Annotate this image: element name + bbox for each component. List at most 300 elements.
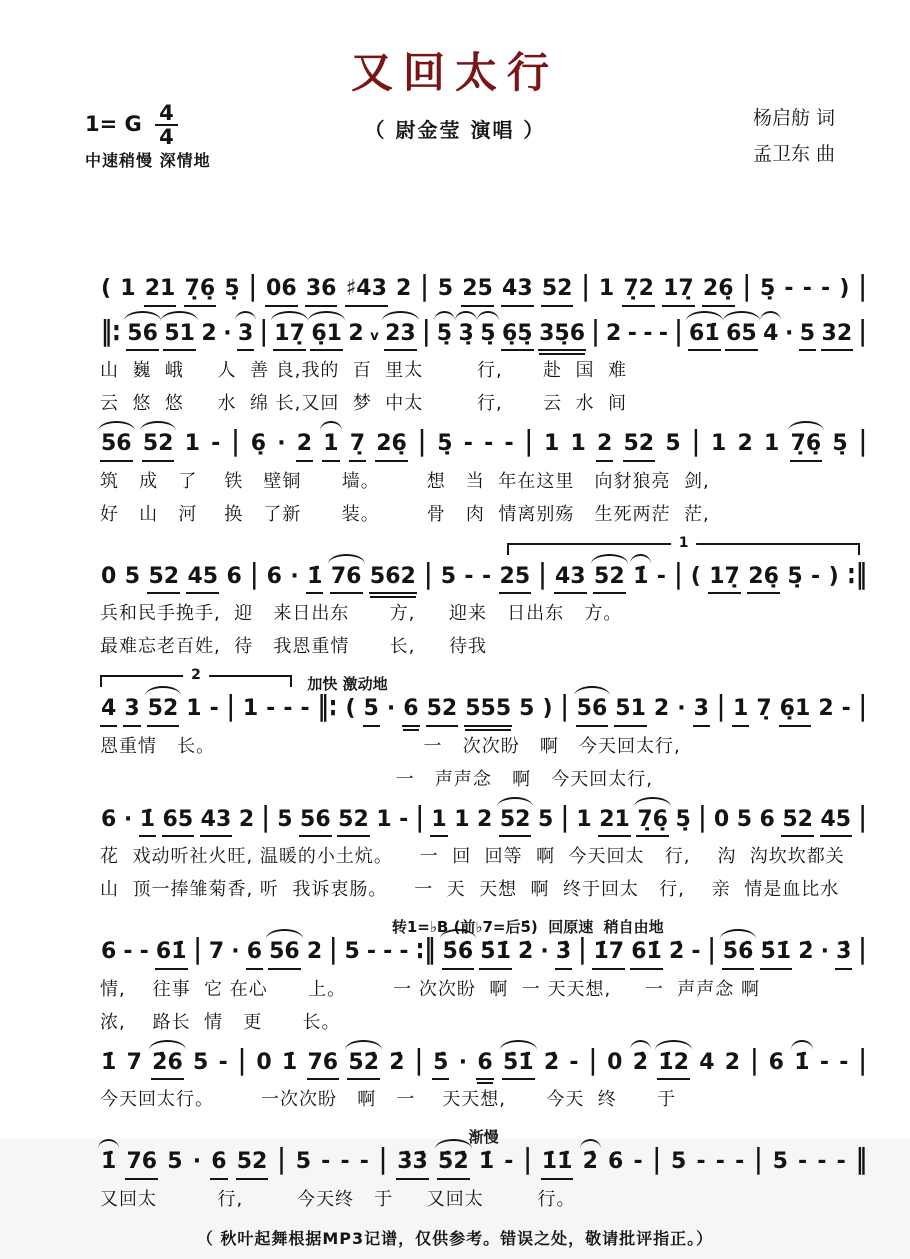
- note-token: -: [696, 1149, 706, 1174]
- note-token: -: [211, 431, 221, 456]
- note-token: 5̇6̇: [722, 938, 755, 970]
- note-token: 52: [142, 430, 175, 462]
- note-token: 5: [519, 696, 535, 721]
- note-token: 3̇: [835, 938, 852, 970]
- note-token: -: [139, 939, 149, 964]
- note-token: 5: [193, 1049, 209, 1075]
- lyric-line: 山 顶一捧雏菊香, 听 我诉衷肠。 一 天 天想 啊 终于回太 行, 亲 情是血比水: [100, 879, 840, 900]
- note-token: 51: [614, 695, 647, 727]
- note-token: 17̣: [273, 320, 306, 352]
- note-token: 52: [593, 563, 626, 595]
- note-token: 6: [759, 806, 775, 832]
- barline: ‖:: [101, 315, 121, 348]
- barline: |: [707, 934, 716, 966]
- note-token: 3: [123, 695, 140, 727]
- note-token: 4: [699, 1049, 715, 1075]
- barline: |: [858, 1044, 867, 1077]
- lyric-line: 云 悠 悠 水 绵 长,又回 梦 中太 行, 云 水 间: [100, 393, 627, 414]
- notation-line: [100, 271, 868, 307]
- lyric-line: 山 巍 峨 人 善 良,我的 百 里太 行, 赴 国 难: [100, 360, 627, 381]
- barline: |: [591, 315, 600, 348]
- note-token: 2: [724, 1049, 741, 1075]
- note-token: 6: [476, 1049, 493, 1081]
- barline: |: [858, 691, 867, 723]
- note-token: 1: [376, 806, 392, 832]
- note-token: 3: [693, 695, 710, 727]
- note-token: 1̇7: [592, 938, 625, 970]
- note-token: 23: [384, 320, 417, 352]
- key-signature: [85, 102, 178, 148]
- note-token: -: [464, 563, 474, 589]
- note-token: 26̣: [702, 275, 735, 307]
- note-token: 5: [537, 806, 554, 832]
- note-token: 0: [713, 806, 730, 832]
- lyric-line: 情, 往事 它 在心 上。 一 次次盼 啊 一 天天想, 一 声声念 啊: [100, 978, 760, 1000]
- barline: |: [329, 934, 338, 966]
- note-token: ·: [123, 806, 133, 832]
- note-token: 1̇: [794, 1049, 810, 1075]
- note-token: 6: [402, 695, 419, 727]
- note-token: 4: [100, 695, 117, 727]
- note-token: 7: [208, 939, 225, 964]
- note-token: 2: [737, 431, 753, 456]
- note-token: -: [798, 1149, 808, 1174]
- barline: |: [588, 1044, 597, 1077]
- note-token: 21: [144, 275, 177, 307]
- note-token: 2̇: [518, 939, 534, 964]
- note-token: 2: [296, 430, 313, 462]
- note-token: -: [821, 276, 831, 301]
- note-token: 3̇: [555, 938, 572, 970]
- tempo-marking: 中速稍慢 深情地: [85, 151, 211, 170]
- note-token: -: [841, 696, 851, 721]
- lyric-line: 兵和民手挽手, 迎 来日出东 方, 迎来 日出东 方。: [100, 603, 623, 624]
- note-token: 7̣6̣: [184, 275, 217, 307]
- note-token: 6: [608, 1149, 624, 1174]
- music-system: [100, 1044, 868, 1114]
- credits-block: [753, 100, 835, 172]
- note-token: 56: [268, 938, 301, 970]
- music-system: [100, 315, 868, 418]
- note-token: -: [399, 806, 409, 832]
- note-token: 1: [544, 431, 560, 456]
- note-token: 5̣: [832, 431, 848, 456]
- note-token: 61̇: [155, 938, 188, 970]
- note-token: -: [504, 431, 514, 456]
- note-token: ): [839, 276, 850, 301]
- note-token: ): [828, 563, 839, 589]
- note-token: ♯43: [345, 275, 388, 307]
- note-token: 2̇: [668, 939, 685, 964]
- note-token: 17̣: [708, 563, 741, 595]
- notation-line: [100, 315, 868, 352]
- note-token: -: [627, 320, 637, 346]
- note-token: ): [542, 696, 553, 721]
- music-system: [100, 534, 868, 661]
- note-token: ·: [677, 696, 686, 721]
- note-token: -: [839, 1049, 849, 1075]
- note-token: 2: [818, 696, 834, 721]
- note-token: 52: [147, 695, 180, 727]
- note-token: -: [218, 1049, 228, 1075]
- note-token: 1̇: [101, 1149, 117, 1174]
- note-token: -: [359, 1149, 369, 1174]
- note-token: 2: [605, 320, 622, 346]
- note-token: 17̣: [662, 275, 695, 307]
- note-token: 21: [598, 806, 631, 838]
- note-token: -: [784, 276, 794, 301]
- note-token: -: [633, 1149, 643, 1174]
- note-token: 1: [120, 276, 136, 301]
- note-token: -: [266, 696, 276, 721]
- note-token: 6̣5̣: [501, 320, 534, 352]
- note-token: 5: [437, 276, 454, 301]
- note-token: -: [300, 696, 310, 721]
- barline: |: [424, 558, 433, 591]
- note-token: 1̇: [281, 1049, 298, 1075]
- note-token: 7: [126, 1049, 142, 1075]
- note-token: 555: [464, 695, 512, 727]
- barline: |: [560, 801, 569, 834]
- note-token: 2: [596, 430, 613, 462]
- note-token: ·: [820, 939, 830, 964]
- barline: |: [742, 271, 751, 303]
- note-token: 6: [768, 1049, 784, 1075]
- note-token: 43: [501, 275, 534, 307]
- note-token: 1̇: [139, 806, 156, 838]
- note-token: -: [735, 1149, 745, 1174]
- note-token: 5: [799, 320, 816, 352]
- volta-ending-bracket: [100, 667, 292, 687]
- note-token: 2: [396, 276, 412, 301]
- note-token: -: [656, 563, 666, 589]
- music-system: [100, 667, 868, 793]
- note-token: 5̣: [224, 276, 240, 301]
- barline: |: [674, 315, 683, 348]
- barline: |: [698, 801, 707, 834]
- note-token: 76: [307, 1049, 340, 1081]
- time-signature-denominator: 4: [159, 125, 174, 150]
- note-token: -: [819, 1049, 829, 1075]
- notation-line: [100, 1144, 868, 1180]
- barline: |: [523, 1144, 532, 1176]
- note-token: 5: [440, 563, 457, 589]
- note-token: 1̇: [101, 1049, 117, 1075]
- key-label: 1= G: [85, 112, 142, 137]
- note-token: ·: [277, 431, 286, 456]
- barline: |: [858, 801, 867, 834]
- note-token: 7̣: [756, 696, 772, 721]
- notation-line: [100, 934, 868, 970]
- performer-line: （ 尉金莹 演唱 ）: [364, 118, 546, 142]
- note-token: -: [715, 1149, 725, 1174]
- note-token: 5̇1̇: [502, 1049, 535, 1081]
- note-token: 5: [295, 1149, 311, 1174]
- lyric-line: 今天回太行。 一次次盼 啊 一 天天想, 今天 终 于: [100, 1089, 677, 1110]
- note-token: ·: [540, 939, 549, 964]
- note-token: 1: [242, 696, 259, 721]
- note-token: 5: [665, 431, 681, 456]
- note-token: 1: [430, 806, 447, 838]
- note-token: -: [802, 276, 812, 301]
- note-token: 1: [186, 696, 202, 721]
- notation-line: [100, 558, 868, 595]
- note-token: 6: [226, 563, 242, 589]
- note-token: -: [643, 320, 653, 346]
- notation-line: [100, 1044, 868, 1081]
- barline: :‖: [847, 558, 867, 591]
- barline: |: [858, 426, 867, 458]
- music-system: [100, 801, 868, 904]
- note-token: 52: [623, 430, 656, 462]
- note-token: 52: [541, 275, 574, 307]
- barline: |: [420, 271, 429, 303]
- note-token: 52: [426, 695, 459, 727]
- note-token: 3̇3̇: [396, 1148, 429, 1180]
- note-token: 56: [126, 320, 159, 352]
- note-token: 76: [330, 563, 363, 595]
- note-token: 1̇: [478, 1149, 495, 1174]
- music-system: [100, 916, 868, 1036]
- note-token: 0: [101, 563, 117, 589]
- note-token: 76: [125, 1148, 158, 1180]
- barline: |: [415, 801, 424, 834]
- note-token: (: [101, 276, 112, 301]
- note-token: ·: [458, 1049, 468, 1075]
- note-token: -: [569, 1049, 579, 1075]
- note-token: 45: [820, 806, 853, 838]
- barline: |: [231, 426, 240, 458]
- note-token: 2: [306, 939, 323, 964]
- composer-credit: 孟卫东 曲: [752, 143, 835, 166]
- barline: |: [674, 558, 683, 591]
- barline: |: [259, 315, 268, 348]
- note-token: 5: [277, 806, 293, 832]
- note-token: 5̣: [759, 276, 776, 301]
- barline: |: [193, 934, 202, 966]
- lyric-line: 好 山 河 换 了新 装。 骨 肉 情离别殇 生死两茫 茫,: [100, 503, 710, 525]
- note-token: 7̣2: [622, 275, 655, 307]
- note-token: 1: [598, 276, 615, 301]
- note-token: 6̣1: [779, 695, 812, 727]
- note-token: 1̇1̇: [541, 1148, 574, 1180]
- volta-ending-number: 2: [183, 667, 209, 683]
- note-token: -: [817, 1149, 827, 1174]
- note-token: (: [690, 563, 701, 589]
- note-token: 2̇: [798, 939, 814, 964]
- note-token: -: [321, 1149, 331, 1174]
- notation-line: [100, 691, 868, 727]
- note-token: 6: [246, 938, 263, 970]
- note-token: ·: [290, 563, 299, 589]
- note-token: 1: [454, 806, 470, 832]
- barline: |: [379, 1144, 388, 1176]
- barline: |: [226, 691, 235, 723]
- barline: |: [581, 271, 590, 303]
- note-token: -: [463, 431, 473, 456]
- note-token: 32: [821, 320, 854, 352]
- barline: |: [524, 426, 533, 458]
- note-token: 45: [186, 563, 219, 595]
- note-token: 5̇1̇: [479, 938, 512, 970]
- music-system: [100, 426, 868, 528]
- note-token: 5: [736, 806, 753, 832]
- note-token: -: [484, 431, 494, 456]
- barline: |: [418, 426, 427, 458]
- lyric-line: 花 戏动听社火旺, 温暖的小土炕。 一 回 回等 啊 今天回太 行, 沟 沟坎坎都关: [100, 846, 845, 867]
- note-token: ·: [223, 320, 232, 346]
- note-token: 6: [210, 1148, 227, 1180]
- note-token: 52: [147, 563, 180, 595]
- volta-ending-number: 1: [671, 535, 697, 551]
- note-token: 2: [653, 696, 670, 721]
- tempo-annotation: 加快 激动地: [307, 675, 388, 693]
- note-token: 1: [576, 806, 592, 832]
- note-token: 61̇: [688, 320, 721, 352]
- note-token: 65: [162, 806, 195, 838]
- note-token: 25: [461, 275, 494, 307]
- note-token: 5̣: [437, 431, 453, 456]
- tempo-annotation: 转1=♭B (前♭7=后5̇) 回原速 稍自由地: [391, 918, 664, 936]
- note-token: 5̇6̇: [442, 938, 475, 970]
- note-token: 52: [337, 806, 370, 838]
- note-token: -: [366, 939, 376, 964]
- notation-line: [100, 801, 868, 838]
- note-token: 2̇: [543, 1049, 560, 1075]
- note-token: 5̣: [675, 806, 691, 832]
- note-token: 43: [200, 806, 233, 838]
- note-token: 2: [238, 806, 255, 832]
- lyric-line: 最难忘老百姓, 待 我恩重情 长, 待我: [100, 636, 487, 657]
- barline: |: [238, 1044, 247, 1077]
- note-token: 6: [266, 563, 282, 589]
- note-token: 26̣: [747, 563, 780, 595]
- note-token: 5: [167, 1149, 183, 1174]
- barline: |: [750, 1044, 759, 1077]
- note-token: 5: [772, 1149, 788, 1174]
- note-token: 5: [344, 939, 360, 964]
- barline: |: [414, 1044, 423, 1077]
- note-token: ·: [784, 320, 794, 346]
- notation-line: [100, 426, 868, 462]
- note-token: 1̇: [306, 563, 323, 595]
- barline: |: [248, 271, 257, 303]
- note-token: 06: [265, 275, 298, 307]
- barline: |: [560, 691, 569, 723]
- barline: |: [277, 1144, 286, 1176]
- lyric-line: 浓, 路长 情 更 长。: [100, 1011, 341, 1033]
- note-token: 5̣: [480, 320, 496, 346]
- note-token: 65: [725, 320, 758, 352]
- note-token: ·: [231, 939, 240, 964]
- note-token: 2̇: [632, 1049, 649, 1075]
- note-token: 2: [477, 806, 493, 832]
- breath-mark: v: [370, 328, 379, 344]
- barline: |: [754, 1144, 763, 1176]
- note-token: 1̇2: [657, 1049, 690, 1081]
- lyric-line: 又回太 行, 今天终 于 又回太 行。: [100, 1188, 576, 1210]
- note-token: -: [383, 939, 393, 964]
- note-token: 1: [732, 695, 749, 727]
- note-token: 4: [763, 320, 779, 346]
- note-token: 3: [237, 320, 254, 352]
- note-token: 1: [322, 430, 339, 462]
- note-token: 1: [764, 431, 780, 456]
- note-token: 36: [305, 275, 338, 307]
- barline: |: [858, 271, 867, 303]
- score-area: [100, 271, 868, 1213]
- note-token: 5̣: [787, 563, 803, 589]
- barline: |: [250, 558, 259, 591]
- note-token: -: [340, 1149, 350, 1174]
- transcriber-note: （ 秋叶起舞根据MP3记谱，仅供参考。错误之处，敬请批评指正。）: [196, 1228, 714, 1248]
- note-token: 2: [201, 320, 217, 346]
- note-token: 0: [607, 1049, 623, 1075]
- note-token: 6̣: [250, 431, 266, 456]
- note-token: -: [504, 1149, 514, 1174]
- lyric-line: 一 声声念 啊 今天回太行,: [100, 768, 653, 790]
- barline: |: [578, 934, 587, 966]
- barline: |: [716, 691, 725, 723]
- note-token: -: [123, 939, 133, 964]
- tempo-annotation: 渐慢: [468, 1128, 499, 1146]
- barline: |: [422, 315, 431, 348]
- barline: |: [538, 558, 547, 591]
- note-token: 2: [348, 320, 364, 346]
- note-token: 7̣6̣: [636, 806, 669, 838]
- note-token: -: [399, 939, 409, 964]
- note-token: 26̣: [375, 430, 408, 462]
- note-token: 5̣: [436, 320, 453, 346]
- barline: :‖: [415, 934, 436, 966]
- note-token: 51: [163, 320, 196, 352]
- note-token: 6: [101, 939, 117, 964]
- note-token: 25: [499, 563, 532, 595]
- note-token: -: [481, 563, 492, 589]
- music-system: [100, 271, 868, 307]
- note-token: 5: [124, 563, 141, 589]
- note-token: 5̇: [432, 1049, 449, 1081]
- note-token: 35̣6: [538, 320, 586, 352]
- barline: |: [261, 801, 270, 834]
- volta-ending-bracket: [507, 534, 860, 555]
- song-title: 又回太行: [350, 48, 559, 97]
- barline: |: [858, 315, 867, 348]
- note-token: 7̣: [349, 430, 366, 462]
- note-token: ·: [192, 1149, 202, 1174]
- barline: ‖: [855, 1144, 867, 1176]
- note-token: ·: [386, 696, 396, 721]
- barline: |: [858, 934, 867, 966]
- note-token: 5: [363, 695, 380, 727]
- note-token: 2̇6: [151, 1049, 184, 1081]
- note-token: 2̇: [389, 1049, 405, 1075]
- note-token: 61̇: [630, 938, 663, 970]
- note-token: -: [691, 939, 701, 964]
- lyric-line: 筑 成 了 铁 壁铜 墙。 想 当 年在这里 向豺狼亮 剑,: [100, 470, 710, 492]
- lyric-line: 恩重情 长。 一 次次盼 啊 今天回太行,: [100, 735, 681, 757]
- note-token: -: [811, 563, 821, 589]
- note-token: 0: [256, 1049, 272, 1075]
- barline: ‖:: [317, 691, 338, 723]
- note-token: 1: [570, 431, 586, 456]
- note-token: 2̇: [582, 1149, 598, 1174]
- note-token: 52: [499, 806, 532, 838]
- note-token: (: [345, 696, 356, 721]
- note-token: 1: [184, 431, 200, 456]
- note-token: 6̣1: [310, 320, 343, 352]
- note-token: -: [283, 696, 293, 721]
